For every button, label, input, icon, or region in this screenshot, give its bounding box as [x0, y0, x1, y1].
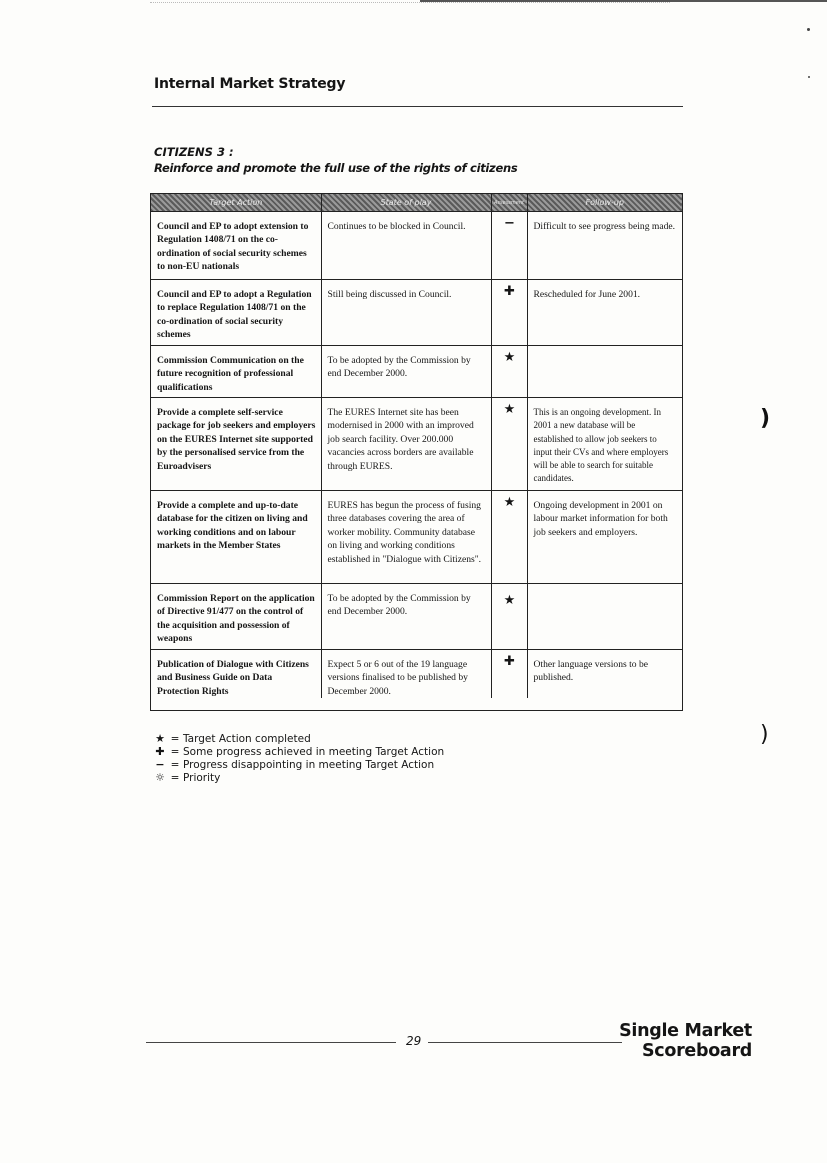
assessment-cell	[491, 212, 527, 280]
target-action-cell: Provide a complete and up-to-date database for the citizen on living and working conditions and on labour markets in the Member States	[151, 491, 321, 584]
scan-speck	[807, 28, 810, 31]
page-number: 29	[406, 1034, 422, 1048]
follow-up-cell: Difficult to see progress being made.	[527, 212, 682, 280]
follow-up-cell: Ongoing development in 2001 on labour market information for both job seekers and employers.	[527, 491, 682, 584]
star-icon: ★	[155, 732, 165, 745]
star-icon: ★	[503, 593, 516, 608]
legend-label: Priority	[183, 772, 221, 784]
scan-speck	[808, 76, 810, 78]
target-action-cell: Commission Report on the application of Directive 91/477 on the control of the acquisition and possession of weapons	[151, 584, 321, 650]
scoreboard-table	[150, 193, 683, 711]
state-of-play-cell: To be adopted by the Commission by end December 2000.	[321, 584, 491, 650]
legend-label: Some progress achieved in meeting Target Action	[183, 746, 445, 758]
page-header-title: Internal Market Strategy	[154, 76, 346, 92]
follow-up-cell	[527, 346, 682, 398]
state-of-play-cell: EURES has begun the process of fusing three databases covering the area of worker mobility. Community database on living and working conditions established in "Dialogue with Citizens".	[321, 491, 491, 584]
column-header-assessment: Assessment	[491, 194, 527, 212]
priority-icon: ☼	[155, 771, 165, 784]
assessment-cell	[491, 491, 527, 584]
follow-up-cell	[527, 584, 682, 650]
minus-icon: −	[504, 216, 515, 231]
follow-up-cell: This is an ongoing development. In 2001 a new database will be established to allow job seekers to input their CVs and where employers will be able to search for suitable candidates.	[527, 398, 682, 491]
legend-item-disappointing: − = Progress disappointing in meeting Target Action	[153, 758, 444, 771]
target-action-cell: Publication of Dialogue with Citizens and Business Guide on Data Protection Rights	[151, 650, 321, 699]
assessment-cell	[491, 346, 527, 398]
legend	[153, 732, 444, 784]
section-subtitle: Reinforce and promote the full use of the rights of citizens	[154, 161, 518, 175]
follow-up-cell: Rescheduled for June 2001.	[527, 280, 682, 346]
header-rule	[152, 106, 683, 107]
star-icon: ★	[503, 402, 516, 417]
assessment-cell	[491, 650, 527, 699]
target-action-cell: Council and EP to adopt extension to Regulation 1408/71 on the co-ordination of social security schemes to non-EU nationals	[151, 212, 321, 280]
legend-item-priority: ☼ = Priority	[153, 771, 444, 784]
target-action-cell: Council and EP to adopt a Regulation to replace Regulation 1408/71 on the co-ordination of social security schemes	[151, 280, 321, 346]
assessment-cell	[491, 280, 527, 346]
plus-icon: ✚	[504, 654, 515, 669]
brand-line-1: Single Market	[619, 1021, 752, 1041]
target-action-cell: Provide a complete self-service package for job seekers and employers on the EURES Internet site supported by the personalised service from the Euroadvisers	[151, 398, 321, 491]
binding-mark: )	[760, 722, 769, 747]
assessment-cell	[491, 584, 527, 650]
state-of-play-cell: Still being discussed in Council.	[321, 280, 491, 346]
footer-rule-right	[428, 1042, 622, 1043]
table-row	[151, 212, 682, 280]
minus-icon: −	[155, 758, 165, 771]
star-icon: ★	[503, 350, 516, 365]
target-action-cell: Commission Communication on the future recognition of professional qualifications	[151, 346, 321, 398]
state-of-play-cell: Expect 5 or 6 out of the 19 language versions finalised to be published by December 2000.	[321, 650, 491, 699]
legend-item-completed: ★ = Target Action completed	[153, 732, 444, 745]
section-code: CITIZENS 3 :	[154, 145, 234, 159]
footer-brand	[619, 1021, 752, 1061]
table-row	[151, 280, 682, 346]
table-header-row	[151, 194, 682, 212]
footer-rule-left	[146, 1042, 396, 1043]
state-of-play-cell: The EURES Internet site has been modernised in 2000 with an improved job search facility. Over 200.000 vacancies across borders are available through EURES.	[321, 398, 491, 491]
star-icon: ★	[503, 495, 516, 510]
table-row	[151, 346, 682, 398]
column-header-state-of-play: State of play	[321, 194, 491, 212]
column-header-target-action: Target Action	[151, 194, 321, 212]
assessment-cell	[491, 398, 527, 491]
state-of-play-cell: To be adopted by the Commission by end December 2000.	[321, 346, 491, 398]
table-row	[151, 491, 682, 584]
follow-up-cell: Other language versions to be published.	[533, 659, 649, 684]
legend-item-some-progress: ✚ = Some progress achieved in meeting Target Action	[153, 745, 444, 758]
legend-label: Progress disappointing in meeting Target Action	[183, 759, 435, 771]
plus-icon: ✚	[504, 284, 515, 299]
column-header-follow-up: Follow-up	[527, 194, 682, 212]
table-row	[151, 650, 682, 699]
state-of-play-cell: Continues to be blocked in Council.	[321, 212, 491, 280]
table-row	[151, 398, 682, 491]
legend-label: Target Action completed	[183, 733, 311, 745]
brand-line-2: Scoreboard	[641, 1041, 752, 1061]
binding-mark: )	[760, 406, 771, 431]
plus-icon: ✚	[155, 745, 165, 758]
top-edge-dotted-rule	[150, 2, 670, 3]
table-row	[151, 584, 682, 650]
